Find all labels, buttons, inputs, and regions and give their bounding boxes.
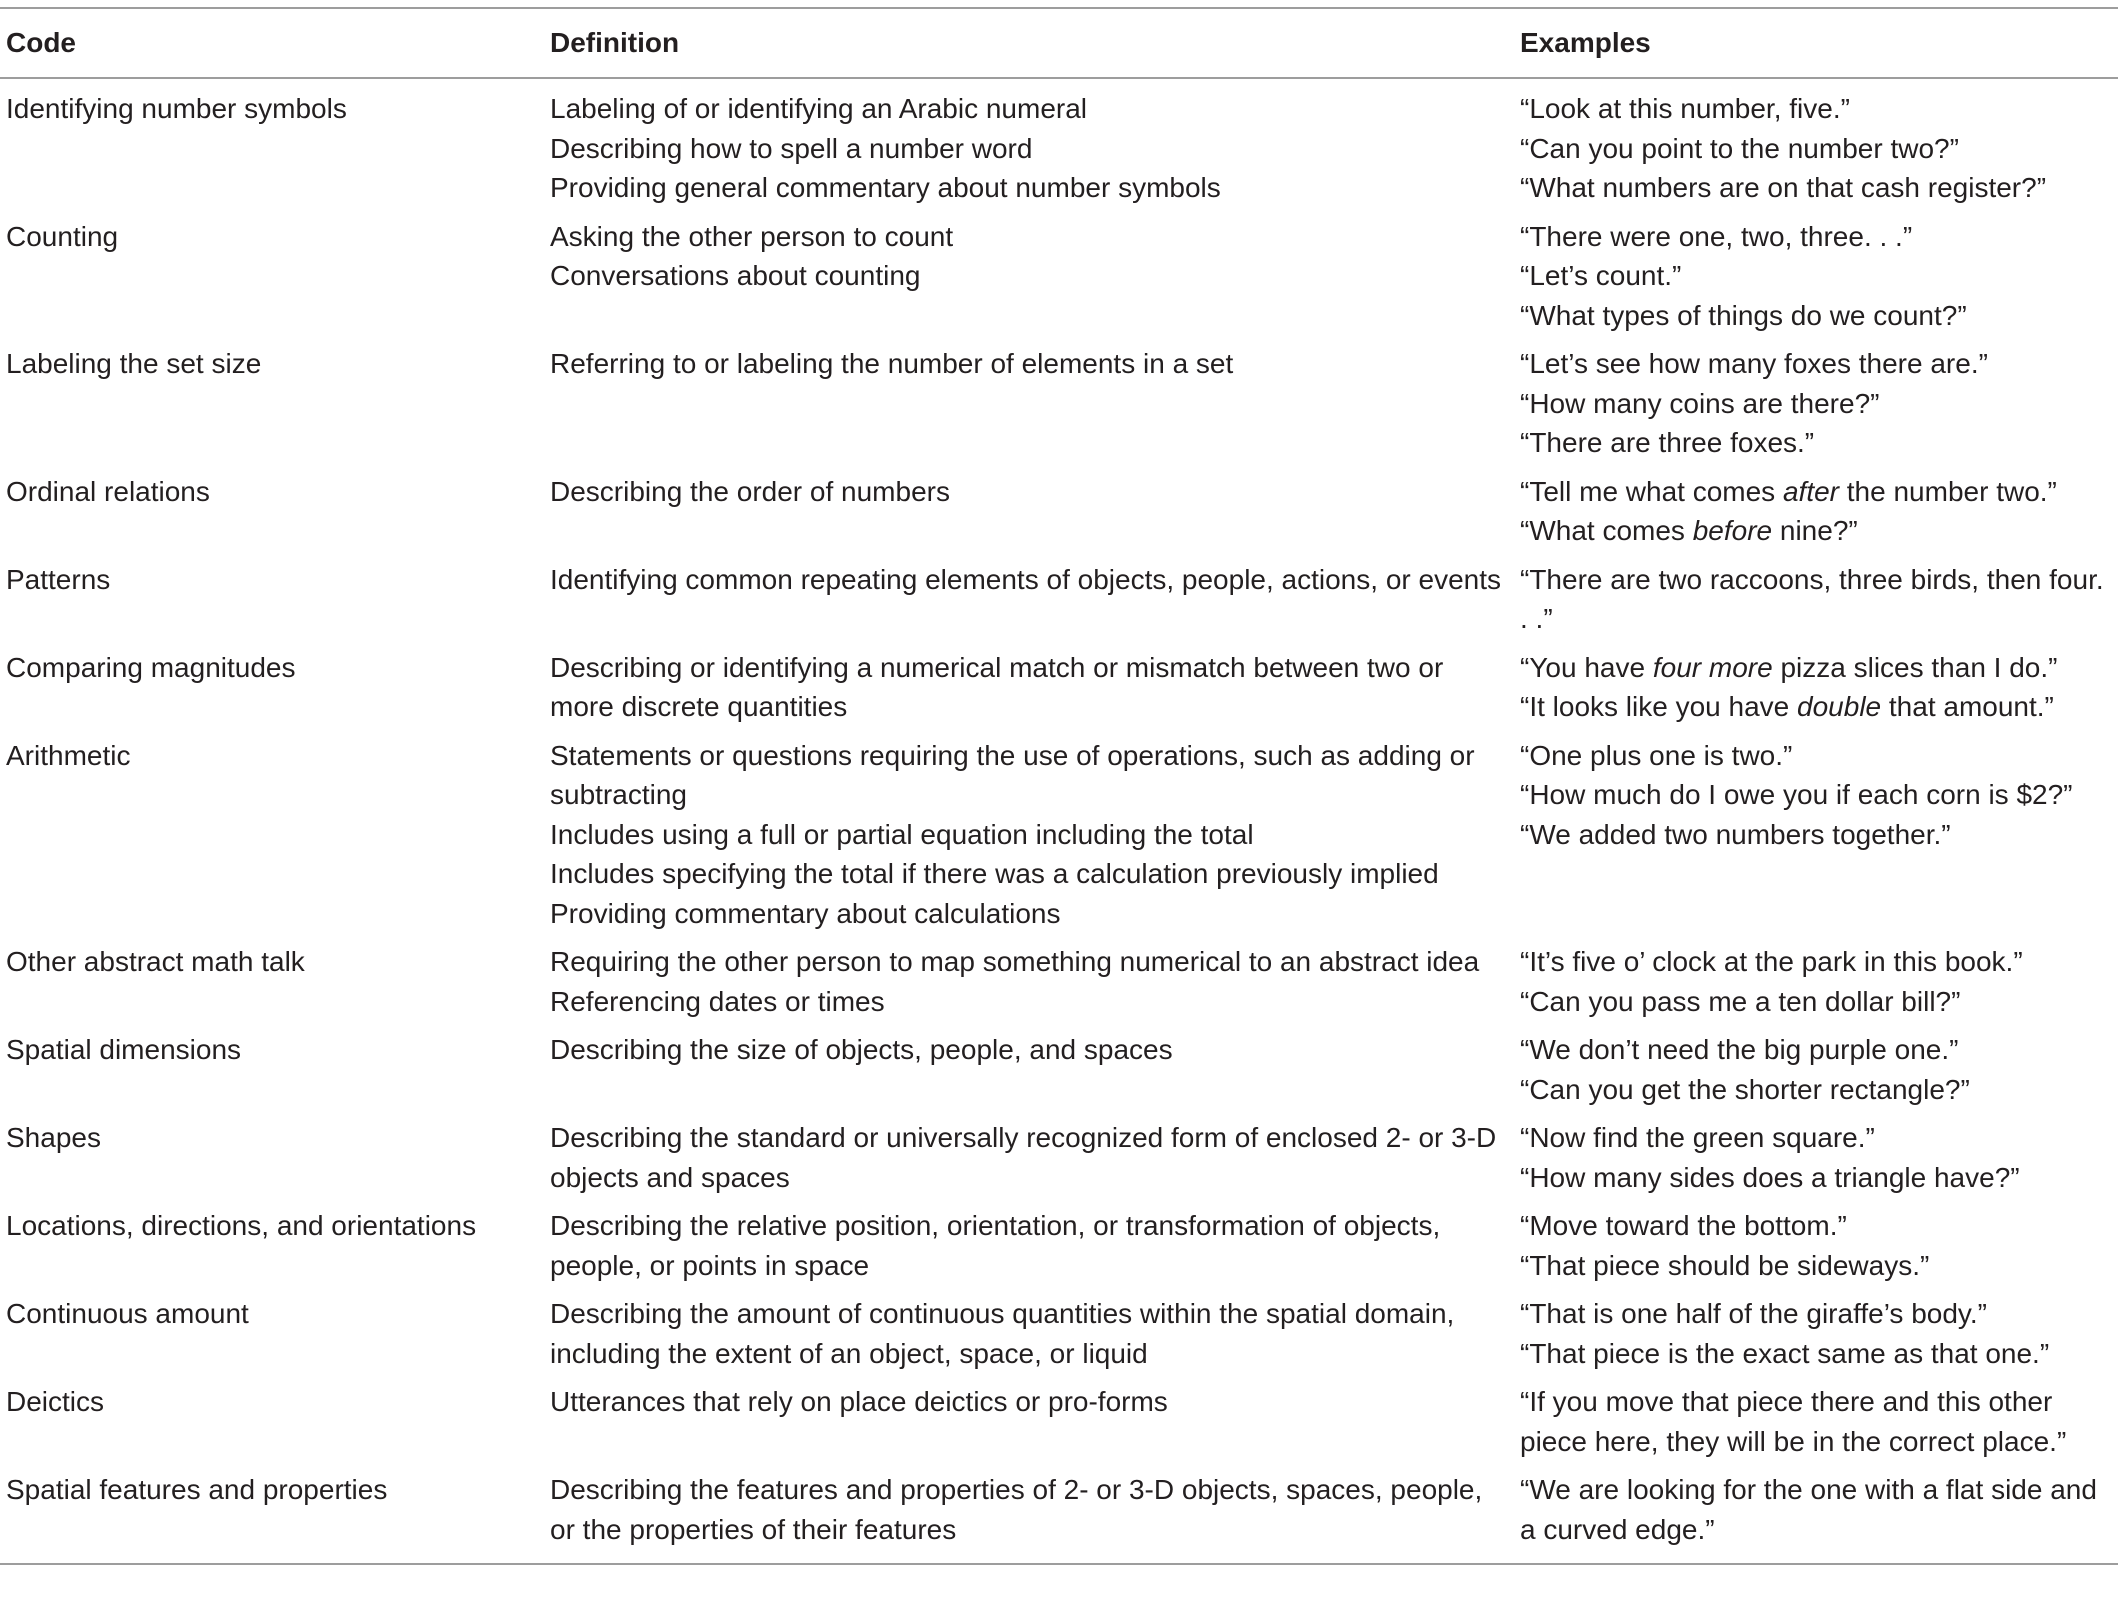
- code-cell: Counting: [6, 220, 119, 252]
- code-cell: Ordinal relations: [6, 475, 210, 507]
- examples-cell: [1520, 1030, 2118, 1118]
- example-line: “There are two raccoons, three birds, then four. . .”: [1520, 563, 2112, 634]
- example-line: “How much do I owe you if each corn is $2?”: [1520, 779, 2073, 810]
- examples-cell: [1520, 1118, 2118, 1206]
- definition-line: Describing the size of objects, people, and spaces: [550, 1034, 1173, 1065]
- example-line: “What numbers are on that cash register?”: [1520, 172, 2047, 203]
- code-cell: Arithmetic: [6, 739, 131, 771]
- definition-line: Identifying common repeating elements of objects, people, actions, or events: [550, 563, 1501, 595]
- definition-line: Describing how to spell a number word: [550, 132, 1033, 164]
- example-emphasis: after: [1782, 475, 1839, 507]
- example-line: “That is one half of the giraffe’s body.”: [1520, 1298, 1987, 1329]
- example-text: “What comes: [1520, 515, 1693, 546]
- code-cell: Locations, directions, and orientations: [6, 1210, 477, 1241]
- definition-line: Describing the standard or universally recognized form of enclosed 2- or 3-D objects and spaces: [550, 1122, 1505, 1193]
- example-line: “There are three foxes.”: [1520, 427, 1815, 458]
- definition-cell: [550, 472, 1520, 560]
- example-emphasis: double: [1797, 691, 1882, 722]
- column-header-definition: Definition: [550, 27, 680, 58]
- example-text: “Tell me what comes: [1520, 475, 1783, 507]
- examples-cell: [1520, 560, 2118, 648]
- definition-cell: [550, 78, 1520, 217]
- definition-line: Describing the order of numbers: [550, 475, 950, 507]
- definition-line: Statements or questions requiring the use of operations, such as adding or subtracting: [550, 739, 1483, 810]
- table-row: [0, 1030, 2118, 1118]
- code-cell: Continuous amount: [6, 1298, 249, 1329]
- examples-cell: [1520, 1294, 2118, 1382]
- code-cell: Deictics: [6, 1386, 105, 1417]
- example-line: [1520, 511, 2112, 551]
- definition-line: Describing or identifying a numerical match or mismatch between two or more discrete quantities: [550, 651, 1452, 722]
- example-line: “Move toward the bottom.”: [1520, 1210, 1847, 1241]
- column-header-examples: Examples: [1520, 27, 1651, 58]
- definition-line: Requiring the other person to map something numerical to an abstract idea: [550, 946, 1480, 977]
- examples-cell: [1520, 344, 2118, 472]
- example-line: “How many coins are there?”: [1520, 387, 1880, 419]
- examples-cell: [1520, 736, 2118, 943]
- example-line: “That piece should be sideways.”: [1520, 1249, 1930, 1281]
- definition-line: Includes specifying the total if there was a calculation previously implied: [550, 858, 1439, 889]
- code-cell: Other abstract math talk: [6, 946, 305, 977]
- example-line: “One plus one is two.”: [1520, 739, 1793, 771]
- example-line: “Now find the green square.”: [1520, 1122, 1875, 1153]
- table-header: [0, 8, 2118, 78]
- definition-line: Referencing dates or times: [550, 985, 885, 1017]
- definition-cell: [550, 560, 1520, 648]
- table-row: [0, 1294, 2118, 1382]
- example-emphasis: four more: [1652, 651, 1773, 683]
- definition-cell: [550, 942, 1520, 1030]
- example-line: “If you move that piece there and this other piece here, they will be in the correct place.”: [1520, 1386, 2067, 1457]
- definition-line: Describing the features and properties of 2- or 3-D objects, spaces, people, or the properties of their features: [550, 1474, 1491, 1545]
- definition-line: Includes using a full or partial equation including the total: [550, 818, 1254, 850]
- definition-cell: [550, 736, 1520, 943]
- definition-line: Providing general commentary about number symbols: [550, 172, 1221, 203]
- table-row: [0, 344, 2118, 472]
- definition-line: Describing the relative position, orientation, or transformation of objects, people, or points in space: [550, 1210, 1449, 1281]
- example-line: “Look at this number, five.”: [1520, 93, 1850, 124]
- definition-cell: [550, 1206, 1520, 1294]
- example-emphasis: before: [1692, 515, 1773, 546]
- examples-cell: [1520, 1470, 2118, 1564]
- examples-cell: [1520, 648, 2118, 736]
- example-line: “What types of things do we count?”: [1520, 299, 1967, 331]
- definition-cell: [550, 1294, 1520, 1382]
- table-body: [0, 78, 2118, 1564]
- definition-cell: [550, 1382, 1520, 1470]
- examples-cell: [1520, 78, 2118, 217]
- code-cell: Spatial features and properties: [6, 1474, 388, 1505]
- example-text: pizza slices than I do.”: [1772, 651, 2058, 683]
- code-cell: Identifying number symbols: [6, 93, 347, 124]
- table-row: [0, 648, 2118, 736]
- definition-cell: [550, 1030, 1520, 1118]
- table-row: [0, 78, 2118, 217]
- example-line: “It’s five o’ clock at the park in this book.”: [1520, 946, 2023, 977]
- example-line: “Let’s see how many foxes there are.”: [1520, 348, 1988, 379]
- example-line: “How many sides does a triangle have?”: [1520, 1161, 2020, 1193]
- example-text: that amount.”: [1881, 691, 2054, 722]
- example-line: “Let’s count.”: [1520, 260, 1682, 291]
- header-row: [0, 8, 2118, 78]
- example-line: “There were one, two, three. . .”: [1520, 220, 1913, 252]
- definition-line: Utterances that rely on place deictics or pro-forms: [550, 1386, 1168, 1417]
- column-header-code: Code: [6, 27, 76, 58]
- example-text: the number two.”: [1839, 475, 2057, 507]
- example-line: [1520, 472, 2112, 512]
- code-cell: Patterns: [6, 563, 111, 595]
- examples-cell: [1520, 942, 2118, 1030]
- definition-line: Providing commentary about calculations: [550, 897, 1061, 929]
- table-row: [0, 560, 2118, 648]
- definition-cell: [550, 648, 1520, 736]
- code-cell: Labeling the set size: [6, 348, 262, 379]
- table-row: [0, 1382, 2118, 1470]
- example-line: “Can you point to the number two?”: [1520, 132, 1959, 164]
- code-cell: Comparing magnitudes: [6, 651, 296, 683]
- examples-cell: [1520, 1206, 2118, 1294]
- examples-cell: [1520, 472, 2118, 560]
- definition-cell: [550, 1118, 1520, 1206]
- table-row: [0, 736, 2118, 943]
- table-row: [0, 1206, 2118, 1294]
- example-text: “It looks like you have: [1520, 691, 1798, 722]
- example-line: “Can you get the shorter rectangle?”: [1520, 1073, 1970, 1105]
- table-row: [0, 942, 2118, 1030]
- example-line: “We are looking for the one with a flat side and a curved edge.”: [1520, 1474, 2105, 1545]
- examples-cell: [1520, 1382, 2118, 1470]
- math-talk-codes-table: [0, 7, 2118, 1565]
- example-line: [1520, 687, 2112, 727]
- example-line: “That piece is the exact same as that one.”: [1520, 1337, 2050, 1369]
- definition-cell: [550, 344, 1520, 472]
- example-line: “Can you pass me a ten dollar bill?”: [1520, 985, 1961, 1017]
- code-cell: Spatial dimensions: [6, 1034, 242, 1065]
- definition-line: Referring to or labeling the number of elements in a set: [550, 348, 1234, 379]
- table-row: [0, 472, 2118, 560]
- definition-line: Describing the amount of continuous quantities within the spatial domain, including the extent of an object, space, or liquid: [550, 1298, 1463, 1369]
- definition-line: Labeling of or identifying an Arabic numeral: [550, 93, 1088, 124]
- definition-cell: [550, 1470, 1520, 1564]
- example-line: [1520, 648, 2112, 688]
- examples-cell: [1520, 217, 2118, 345]
- example-text: nine?”: [1772, 515, 1858, 546]
- table-row: [0, 1470, 2118, 1564]
- example-line: “We added two numbers together.”: [1520, 818, 1951, 850]
- definition-line: Asking the other person to count: [550, 220, 954, 252]
- example-text: “You have: [1520, 651, 1653, 683]
- table-row: [0, 1118, 2118, 1206]
- example-line: “We don’t need the big purple one.”: [1520, 1034, 1959, 1065]
- table-row: [0, 217, 2118, 345]
- code-cell: Shapes: [6, 1122, 101, 1153]
- definition-cell: [550, 217, 1520, 345]
- definition-line: Conversations about counting: [550, 260, 921, 291]
